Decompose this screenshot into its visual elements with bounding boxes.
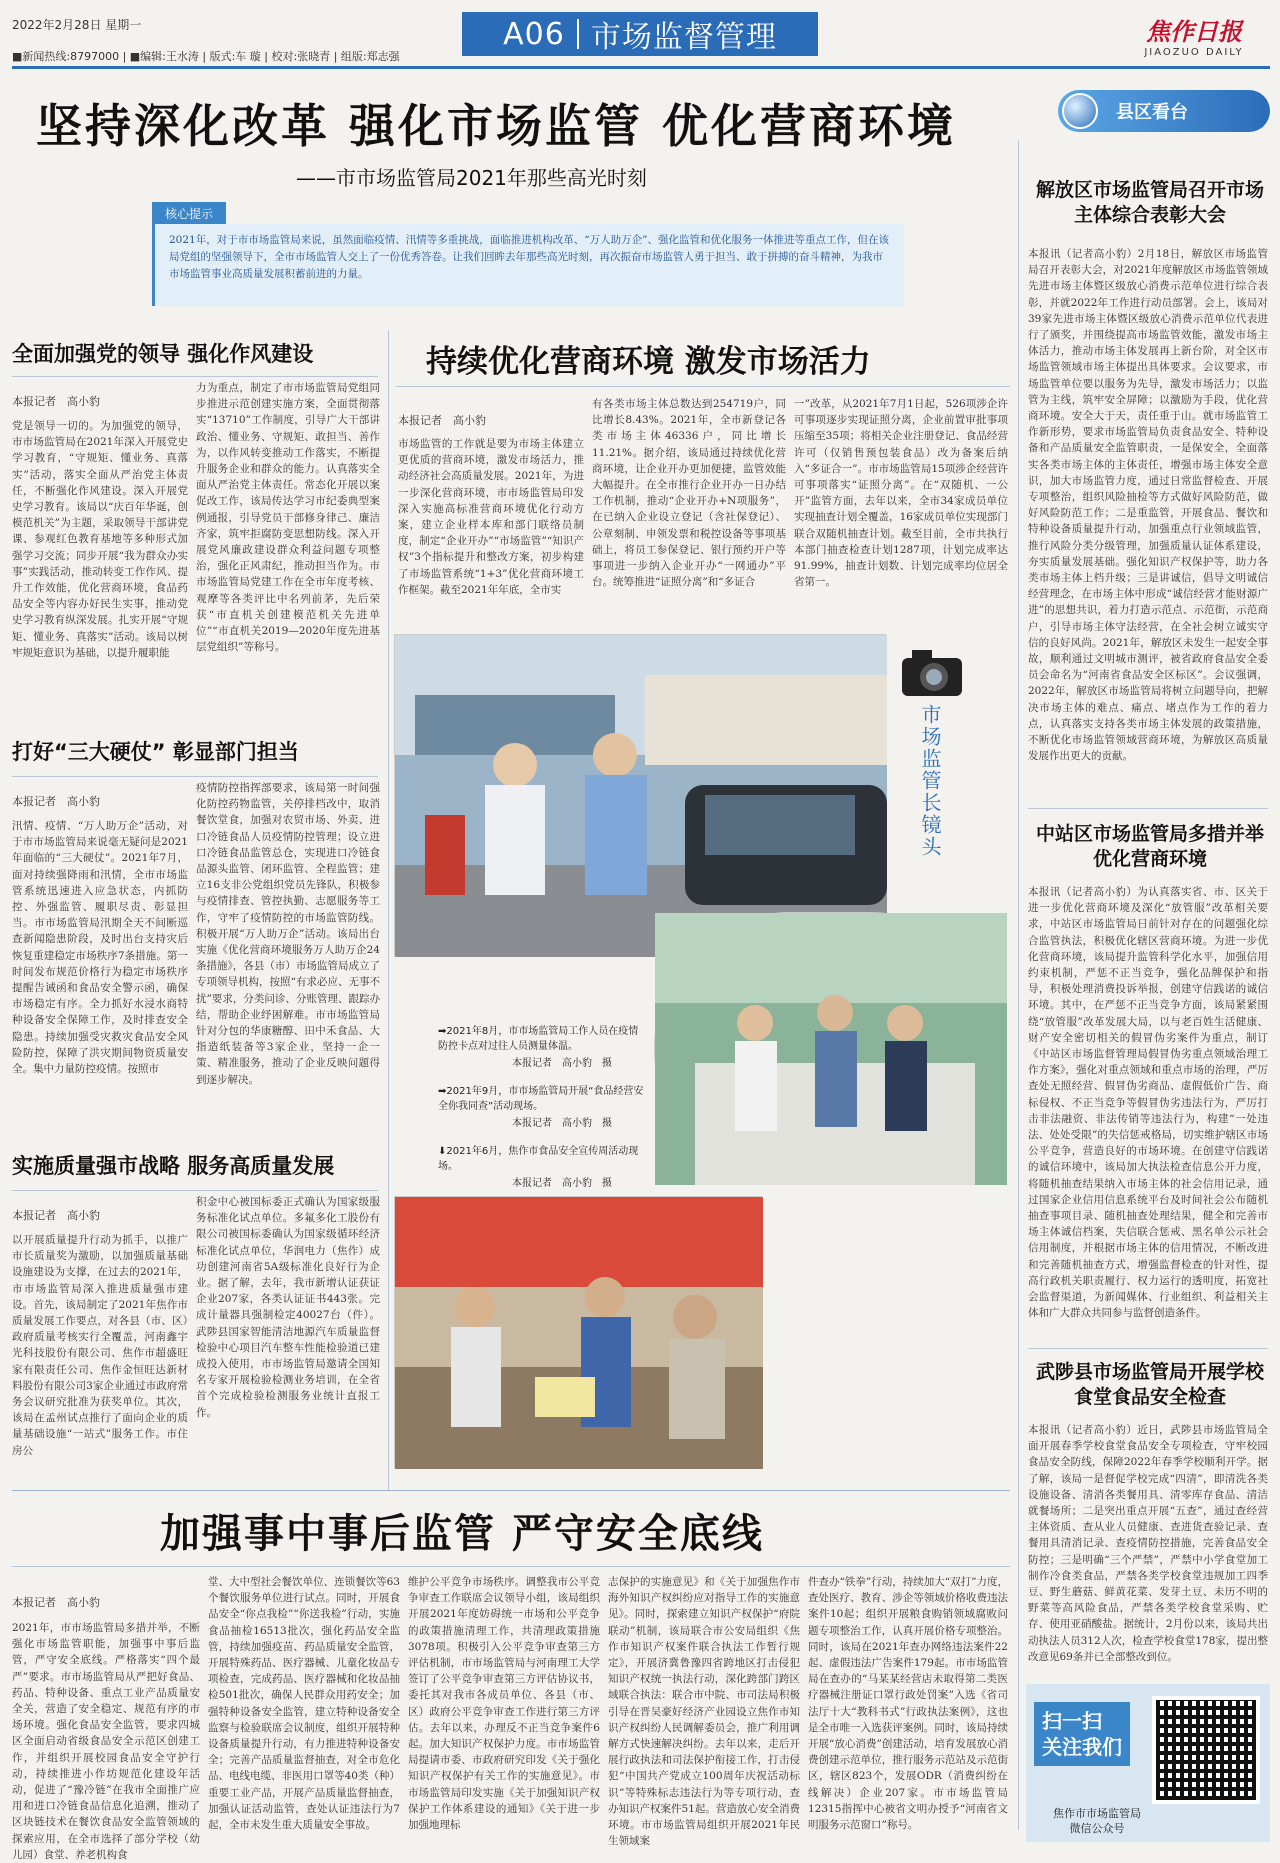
qr-follow-label: 扫一扫 关注我们 <box>1034 1702 1130 1766</box>
article3-title: 实施质量强市战略 服务高质量发展 <box>12 1154 335 1178</box>
article4-rule <box>396 386 1010 387</box>
article3-byline: 本报记者 高小豹 <box>12 1209 100 1222</box>
article2-col2: 疫情防控指挥部要求，该局第一时间强化防控药物监管，关停排档改中，取消餐饮堂食，加强对农贸市场、外卖、进口冷链食品人员疫情防控管理；设立进口冷链食品监管总仓，实现进口冷链食品源头监管、闭环监管、全程监管；建立16支非公党组织党员先锋队，积极参与疫情排查、管控执勤、志愿服务等工作，守牢了疫情防控的市场监管防线。积极开展“万人助万企”活动。该局出台实施《优化营商环境服务万人助万企24条措施》，各县（市）市场监管局成立了专项领导机构，按照“有求必应、无事不扰”要求，分类问诊、分账管理、跟踪办结，帮助企业纾困解难。市市场监管局针对分包的华康糖醇、田中禾食品、大指造纸装备等3家企业，坚持一企一策、精准服务，推动了企业反映问题得到逐步解决。 <box>196 782 380 1086</box>
main-headline: 坚持深化改革 强化市场监管 优化营商环境 <box>36 99 957 153</box>
photo-caption-2: ➡2021年9月，市市场监管局开展“食品经营安全你我同查”活动现场。 <box>438 1086 644 1112</box>
article4-title: 持续优化营商环境 激发市场活力 <box>426 344 871 380</box>
globe-icon <box>1062 93 1098 129</box>
article5-col5: 件查办“铁拳”行动，持续加大“双打”力度，查处医疗、教育、涉企等领域价格收费违法案件10起；组织开展粮食购销领域腐败问题专项整治工作，认真开展价格专项整治。同时，该局在2021年查办网络违法案件22起、虚假违法广告案件179起。市市场监管局在查办的“马某某经营店未取得第二类医疗器械注册证口罩行政处罚案”入选《省司法厅十大“教科书式”行政执法案例》，这也是全市唯一入选获评案例。同时，该局持续开展“放心消费”创建活动，培育发展放心消费创建示范单位，推行服务示范站及示范街区，辖区823个，发展ODR（消费纠纷在线解决）企业207家。市市场监管局12315指挥中心被省文明办授予“河南省文明服务示范窗口”称号。 <box>808 1576 1008 1832</box>
article4-byline: 本报记者 高小豹 <box>398 414 486 427</box>
article2-byline: 本报记者 高小豹 <box>12 795 100 808</box>
side-article2-text: 本报讯（记者高小豹）为认真落实省、市、区关于进一步优化营商环境及深化“放管服”改革相关要求，中站区市场监管局日前针对存在的问题强化综合监管执法，积极优化辖区营商环境。为进一步优化营商环境，该局提升监管科学化水平，加强信用约束机制，严惩不正当竞争，强化品牌保护和指导，积极处理消费投诉举报，创建守信践诺的诚信环境。其中，在严惩不正当竞争方面，该局紧紧围绕“放管服”改革发展大局，以与老百姓生活健康、财产安全密切相关的假冒伪劣案件为重点，制订《中站区市场监督管理局假冒伪劣重点领域治理工作方案》，强化对重点领域和重点市场的治理，严厉查处无照经营、假冒伪劣商品、虚假低价广告、商标侵权、不正当竞争等假冒伪劣违法行为，严厉打击非法融资、非法传销等违法行为，构建“一处违法、处处受限”的失信惩戒格局，切实维护辖区市场公平竞争，营造良好的市场环境。在创建守信践诺的诚信环境中，该局加大执法检查信息公开力度，将随机抽查结果纳入市场主体的社会信用记录，通过国家企业信用信息系统平台及时间社会公布随机抽查事项目录、随机抽查处理结果，健全和完善市场主体诚信档案，失信联合惩戒、黑名单公示社会信用制度，并根据市场主体的信用情况，不断改进和完善随机抽查方式，增强监督检查的针对性，提高行政机关职责履行、权力运行的透明度，拓宽社会监督渠道，为新闻媒体、行业组织、利益相关主体和广大群众共同参与监督创造条件。 <box>1028 886 1268 1320</box>
photo-credit-1: 本报记者 高小豹 摄 <box>512 1058 612 1069</box>
photo-caption-3: ⬇2021年6月，焦作市食品安全宣传周活动现场。 <box>438 1146 639 1172</box>
newspaper-logo <box>1124 12 1264 58</box>
core-tip-tag: 核心提示 <box>152 202 226 224</box>
photo-credit-3: 本报记者 高小豹 摄 <box>512 1178 612 1189</box>
logo-english: JIAOZUO DAILY <box>1144 47 1244 58</box>
article4-col2: 有各类市场主体总数达到254719户，同比增长8.43%。2021年，全市新登记各类市场主体46336户，同比增长11.21%。据介绍，该局通过持续优化营商环境，让企业开办更加便捷，监管效能大幅提升。在全市推行企业开办一日办结工作机制，推动“企业开办+N项服务”，在已纳入企业设立登记（含社保登记）、公章刻制、申领发票和税控设备等事项基础上，将员工参保登记、银行预约开户等事项进一步纳入企业开办“一网通办”平台。统筹推进“证照分离”和“多证合 <box>592 398 786 589</box>
photo-food-safety-week-art <box>395 1197 763 1469</box>
photo-credit-2: 本报记者 高小豹 摄 <box>512 1118 612 1129</box>
article5-top-rule <box>12 1490 1010 1491</box>
side-rule-1 <box>1028 808 1268 809</box>
photo-temperature-check-art <box>395 635 887 957</box>
photo-section-vertical-title: 市场监管长镜头 <box>918 704 942 858</box>
photo-food-check-art <box>655 913 1007 1185</box>
column-divider <box>1018 140 1019 1830</box>
section-name: 市场监督管理 <box>590 20 777 55</box>
article4-col3: 一”改革，从2021年7月1日起，526项涉企许可事项逐步实现证照分离，企业前置审批事项压缩至35项；将相关企业注册登记、食品经营许可（仅销售预包装食品）改为备案后纳入“多证合一”。市市场监管局15项涉企经营许可事项落实“证照分离”。在“双随机、一公开”监管方面，去年以来，全市34家成员单位实现抽查计划全覆盖，16家成员单位实现部门联合双随机抽查计划。截至目前，全市共执行本部门抽查检查计划1287项，计划完成率达91.99%，抽查计划数、计划完成率均位居全省第一。 <box>794 398 1008 589</box>
article5-col4: 志保护的实施意见》和《关于加强焦作市海外知识产权纠纷应对指导工作的实施意见》。同时，探索建立知识产权保护“府院联动”机制，该局联合市公安局组织《焦作市知识产权案件联合执法工作暂行规定》，开展济冀鲁豫四省跨地区打击侵犯知识产权统一执法行动，深化跨部门跨区域联合执法：联合市中院、市司法局积极引导在晋吴豪好经济产业园设立焦作市知识产权纠纷人民调解委员会，推广利用调解方式快速解决纠纷。去年以来，走后开展行政执法和司法保护衔接工作，打击侵犯“中国共产党成立100周年庆祝活动标识”等特殊标志违法行为等专项行动，查办知识产权案件51起。营造放心安全消费环境。市市场监管局组织开展2021年民生领域案 <box>608 1576 800 1848</box>
county-column-badge <box>1058 90 1270 132</box>
article1-col1: 党是领导一切的。为加强党的领导，市市场监管局在2021年深入开展党史学习教育，“守规矩、懂业务、真落实”活动，落实全面从严治党主体责任，不断强化作风建设。深入开展党史学习教育。该局以“庆百年华诞，创模范机关”为主题，采取领导干部讲党课、参观红色教育基地等多种形式加强学习交流；同步开展“我为群众办实事”实践活动，推动转变工作作风、提升工作效能，优化营商环境，食品药品安全等内容办好民生实事，推动党史学习教育纵深发展。扎实开展“守规矩、懂业务、真落实”活动。该局以树牢规矩意识为基础，以提升履职能 <box>12 420 188 659</box>
issue-date: 2022年2月28日 星期一 <box>12 18 142 32</box>
article5-col1: 2021年，市市场监管局多措并举，不断强化市场监管职能，加强事中事后监管，严守安全底线。严格落实“四个最严”要求。市市场监管局从严把好食品、药品、特种设备、重点工业产品质量安全关，营造了安全稳定、规范有序的市场环境。强化食品安全监管，要求四城区全面启动省级食品安全示范区创建工作，并组织开展校园食品安全守护行动，持续推进小作坊规范化建设年活动，促进了“豫冷链”在我市全面推广应用和进口冷链食品信息化追溯，推动了区块链技术在餐饮食品安全监管领域的探索应用，在全市选择了部分学校（幼儿园）食堂、养老机构食 <box>12 1622 200 1861</box>
editor-credits: ■新闻热线:8797000 | ■编辑:王水涛 | 版式:车 璇 | 校对:张晓青 | 组版:郑志强 <box>12 50 400 63</box>
photo-food-check <box>654 912 1006 1184</box>
core-tip-text: 2021年，对于市市场监管局来说，虽然面临疫情、汛情等多重挑战，面临推进机构改革、“万人助万企”、强化监管和优化服务一体推进等重点工作，但在该局党组的坚强领导下，全市市场监管人交上了一份优秀答卷。让我们回眸去年那些高光时刻，再次振奋市场监管人勇于担当、敢于拼搏的奋斗精神，为我市市场监管事业高质量发展积蓄前进的力量。 <box>152 224 904 306</box>
article1-byline: 本报记者 高小豹 <box>12 395 100 408</box>
article1-title: 全面加强党的领导 强化作风建设 <box>12 342 314 366</box>
article5-rule <box>12 1566 1010 1567</box>
banner-divider <box>577 19 579 49</box>
article5-col3: 维护公平竞争市场秩序。调整我市公平竞争审查工作联席会议领导小组，该局组织开展2021年度妨碍统一市场和公平竞争的政策措施清理工作，共清理政策措施3078项。积极引入公平竞争审查第三方评估机制，市市场监管局与河南理工大学签订了公平竞争审查第三方评估协议书，委托其对我市各成员单位、各县（市、区）政府公平竞争审查工作进行第三方评估。去年以来，办理反不正当竞争案件6起。加大知识产权保护力度。市市场监管局提请市委、市政府研究印发《关于强化知识产权保护有关工作的实施意见》。市市场监管局印发实施《关于加强知识产权保护工作体系建设的通知》《关于进一步加强地理标 <box>408 1576 600 1832</box>
county-column-label: 县区看台 <box>1116 102 1188 123</box>
main-subheadline: ——市市场监管局2021年那些高光时刻 <box>296 166 647 190</box>
side-article1-text: 本报讯（记者高小豹）2月18日，解放区市场监管局召开表彰大会，对2021年度解放区市场监管领域先进市场主体暨区级放心消费示范单位进行综合表彰，并就2022年工作进行动员部署。会上，该局对39家先进市场主体暨区级放心消费示范单位代表进行了颁奖，并围绕提高市场监管效能，激发市场主体活力，推动市场主体发展再上新台阶，对全区市场监管领域市场主体提出具体要求。会议要求，市场监管单位要以服务为先导，激发市场活力；以监管为主线，筑牢安全屏障；以激励为手段，优化营商环境。安全大于天，责任重于山。就市场监管工作新形势，要求市场监管局负责食品安全、特种设备和产品质量安全监管职责，一是保安全，全面落实各类市场主体的主体责任，增强市场主体安全意识，加大市场监管力度，通过日常监督检查、开展专项整治，组织风险抽检等方式做好风险防范，做好风险防范工作；二是重监管，开展食品、餐饮和特种设备质量提升行动，加强重点行业领域监管，推行风险分类分级管理，加强质量认证体系建设，夯实质量发展基础。强化知识产权保护等，助力各类市场主体上档升级；三是讲诚信，倡导文明诚信经营理念，在市场主体中形成“诚信经营才能财源广进”的思想共识，着力打造示范点、示范街，示范商户，引导市场主体守法经营，在全社会树立诚实守信的良好风尚。2021年，解放区未发生一起安全事故，顺利通过文明城市测评，被省政府食品安全委员会命名为“河南省食品安全区标区”。会议强调，2022年，解放区市场监管局将树立问题导向，把解决市场主体的难点、痛点、堵点作为工作的着力点，认真落实支持各类市场主体发展的政策措施，不断优化市场监管领域营商环境，为解放区高质量发展作出更大的贡献。 <box>1028 248 1268 763</box>
page-section-banner <box>462 12 818 56</box>
side-article1-title: 解放区市场监管局召开市场主体综合表彰大会 <box>1035 179 1264 226</box>
header-rule <box>12 66 1270 69</box>
left-column-divider <box>388 330 389 1490</box>
side-article3-title: 武陟县市场监管局开展学校食堂食品安全检查 <box>1035 1361 1264 1408</box>
photo-temperature-check <box>394 634 886 956</box>
article5-title: 加强事中事后监管 严守安全底线 <box>160 1511 764 1557</box>
article3-col1: 以开展质量提升行动为抓手，以推广市长质量奖为激励，以加强质量基础设施建设为支撑，在过去的2021年，市市场监管局深入推进质量强市建设。首先，该局制定了2021年焦作市质量发展工作要点，对各县（市、区）政府质量考核实行全覆盖，河南鑫宇光科技股份有限公司、焦作市超盛旺家有限责任公司、焦作金恒旺达新材料股份有限公司3家企业通过市政府常务会议研究批准为获奖单位。其次，该局在孟州试点推行了面向企业的质量基础设施“一站式”服务工作。市住房公 <box>12 1234 188 1457</box>
camera-icon <box>898 644 968 704</box>
article3-col2: 积金中心被国标委正式确认为国家级服务标准化试点单位。多氟多化工股份有限公司被国标委确认为国家级循环经济标准化试点单位，华润电力（焦作）成功创建河南省5A级标准化良好行为企业。据了解，去年，我市新增认证获证企业207家，各类认证证书443张。完成计量器具强制检定40027台（件）。武陟县国家智能清洁地源汽车质量监督检验中心项目汽车整车性能检验道已建成投入使用，市市场监管局邀请全国知名专家开展检验检测业务培训，在全省首个完成检验检测服务业统计直报工作。 <box>196 1196 380 1419</box>
article1-col2: 力为重点，制定了市市场监管局党组同步推进示范创建实施方案，全面贯彻落实“13710”工作制度，引导广大干部讲政治、懂业务、守规矩、敢担当、善作为，以作风转变推动工作落实，不断提升服务企业和群众的能力。认真落实全面从严治党主体责任。常态化开展以案促改工作，该局传达学习市纪委典型案例通报，引导党员干部修身律己、廉洁齐家，筑牢拒腐防变思想防线。深入开展党风廉政建设群众利益问题专项整治，强化正风肃纪，推动担当作为。市市场监管局党建工作在全市年度考核、观摩等各类评比中名列前茅，先后荣获“市直机关创建模范机关先进单位”“市直机关2019—2020年度先进基层党组织”等称号。 <box>196 382 380 654</box>
photo-caption-1: ➡2021年8月，市市场监管局工作人员在疫情防控卡点对过往人员测量体温。 <box>438 1026 639 1052</box>
side-article3-text: 本报讯（记者高小豹）近日，武陟县市场监管局全面开展春季学校食堂食品安全专项检查，守牢校园食品安全防线，保障2022年春季学校顺利开学。据了解，该局一是督促学校完成“四清”，即清洗各类设施设备、清消各类餐用具、清零库存食品、清洁就餐场所；二是突出重点开展“五查”，通过查经营主体资质、查从业人员健康、查进货查验记录、查餐用具清消记录、查疫情防控措施，完善食品安全防控；三是明确“三个严禁”，严禁中小学食堂加工制作冷食类食品，严禁各类学校食堂违规加工四季豆、野生蘑菇、鲜黄花菜、发芽土豆、未历不明的野菜等高风险食品，严禁各类学校食堂采购、贮存、使用亚硝酸盐。据统计，2月份以来，该局共出动执法人员312人次，检查学校食堂178家，提出整改意见69条并已全部整改到位。 <box>1028 1424 1268 1663</box>
article2-title: 打好“三大硬仗” 彰显部门担当 <box>12 740 299 764</box>
article4-col1: 市场监管的工作就是要为市场主体建立更优质的营商环境，激发市场活力，推动经济社会高质量发展。2021年，为进一步深化营商环境，市市场监管局印发深入实施高标准营商环境优化行动方案，建立企业样本库和部门联络员制度，制定“企业开办”“市场监管”“知识产权”3个指标提升和整改方案，初步构建了市场监管系统“1+3”优化营商环境工作框架。截至2021年年底，全市实 <box>398 438 584 596</box>
article5-byline: 本报记者 高小豹 <box>12 1596 100 1609</box>
article3-rule <box>12 1190 378 1191</box>
side-rule-2 <box>1028 1348 1268 1349</box>
article2-rule <box>12 776 378 777</box>
article5-col2: 堂、大中型社会餐饮单位、连锁餐饮等63个餐饮服务单位进行试点。同时，开展食品安全“你点我检”“你送我检”行动，实施食品抽检16513批次，强化药品安全监管，持续加强疫苗、药品质量安全监管，开展特殊药品、医疗器械、儿童化妆品专项检查，完成药品、医疗器械和化妆品抽检501批次，确保人民群众用药安全；加强特种设备安全监管，建立特种设备安全监察与检验联席会议制度，组织开展特种设备质量提升行动，有力推进特种设备安全；完善产品质量监督抽查，对全市危化品、电线电缆、非医用口罩等40类（种）重要工业产品，开展产品质量监督抽查，加强认证活动监管，查处认证违法行为7起，全市未发生重大质量安全事故。 <box>208 1576 400 1832</box>
side-article2-title: 中站区市场监管局多措并举优化营商环境 <box>1035 823 1264 870</box>
page-number: A06 <box>503 16 565 52</box>
qr-code[interactable] <box>1152 1696 1260 1804</box>
photo-food-safety-week <box>394 1196 762 1468</box>
article1-rule <box>12 376 378 377</box>
article2-col1: 汛情、疫情、“万人助万企”活动，对于市市场监管局来说毫无疑问是2021年面临的“三大硬仗”。2021年7月，面对持续强降雨和汛情，全市市场监管系统迅速进入应急状态，内抓防控、外强监管、履职尽责、彰显担当。市市场监管局汛期全天不间断巡查新闻隐患阶段，及时出台支持灾后恢复重建稳定市场秩序7条措施。第一时间发布规范价格行为稳定市场秩序提醒告诫函和食品安全警示函，确保市场稳定有序。全力抓好水浸水商特种设备安全保障工作，及时排查安全隐患。持续加强受灾救灾食品安全风险防控，保障了洪灾期间物资质量安全。集中力量防控疫情。按照市 <box>12 820 188 1076</box>
logo-chinese: 焦作日报 <box>1146 17 1242 46</box>
qr-caption: 焦作市市场监管局 微信公众号 <box>1053 1807 1141 1835</box>
